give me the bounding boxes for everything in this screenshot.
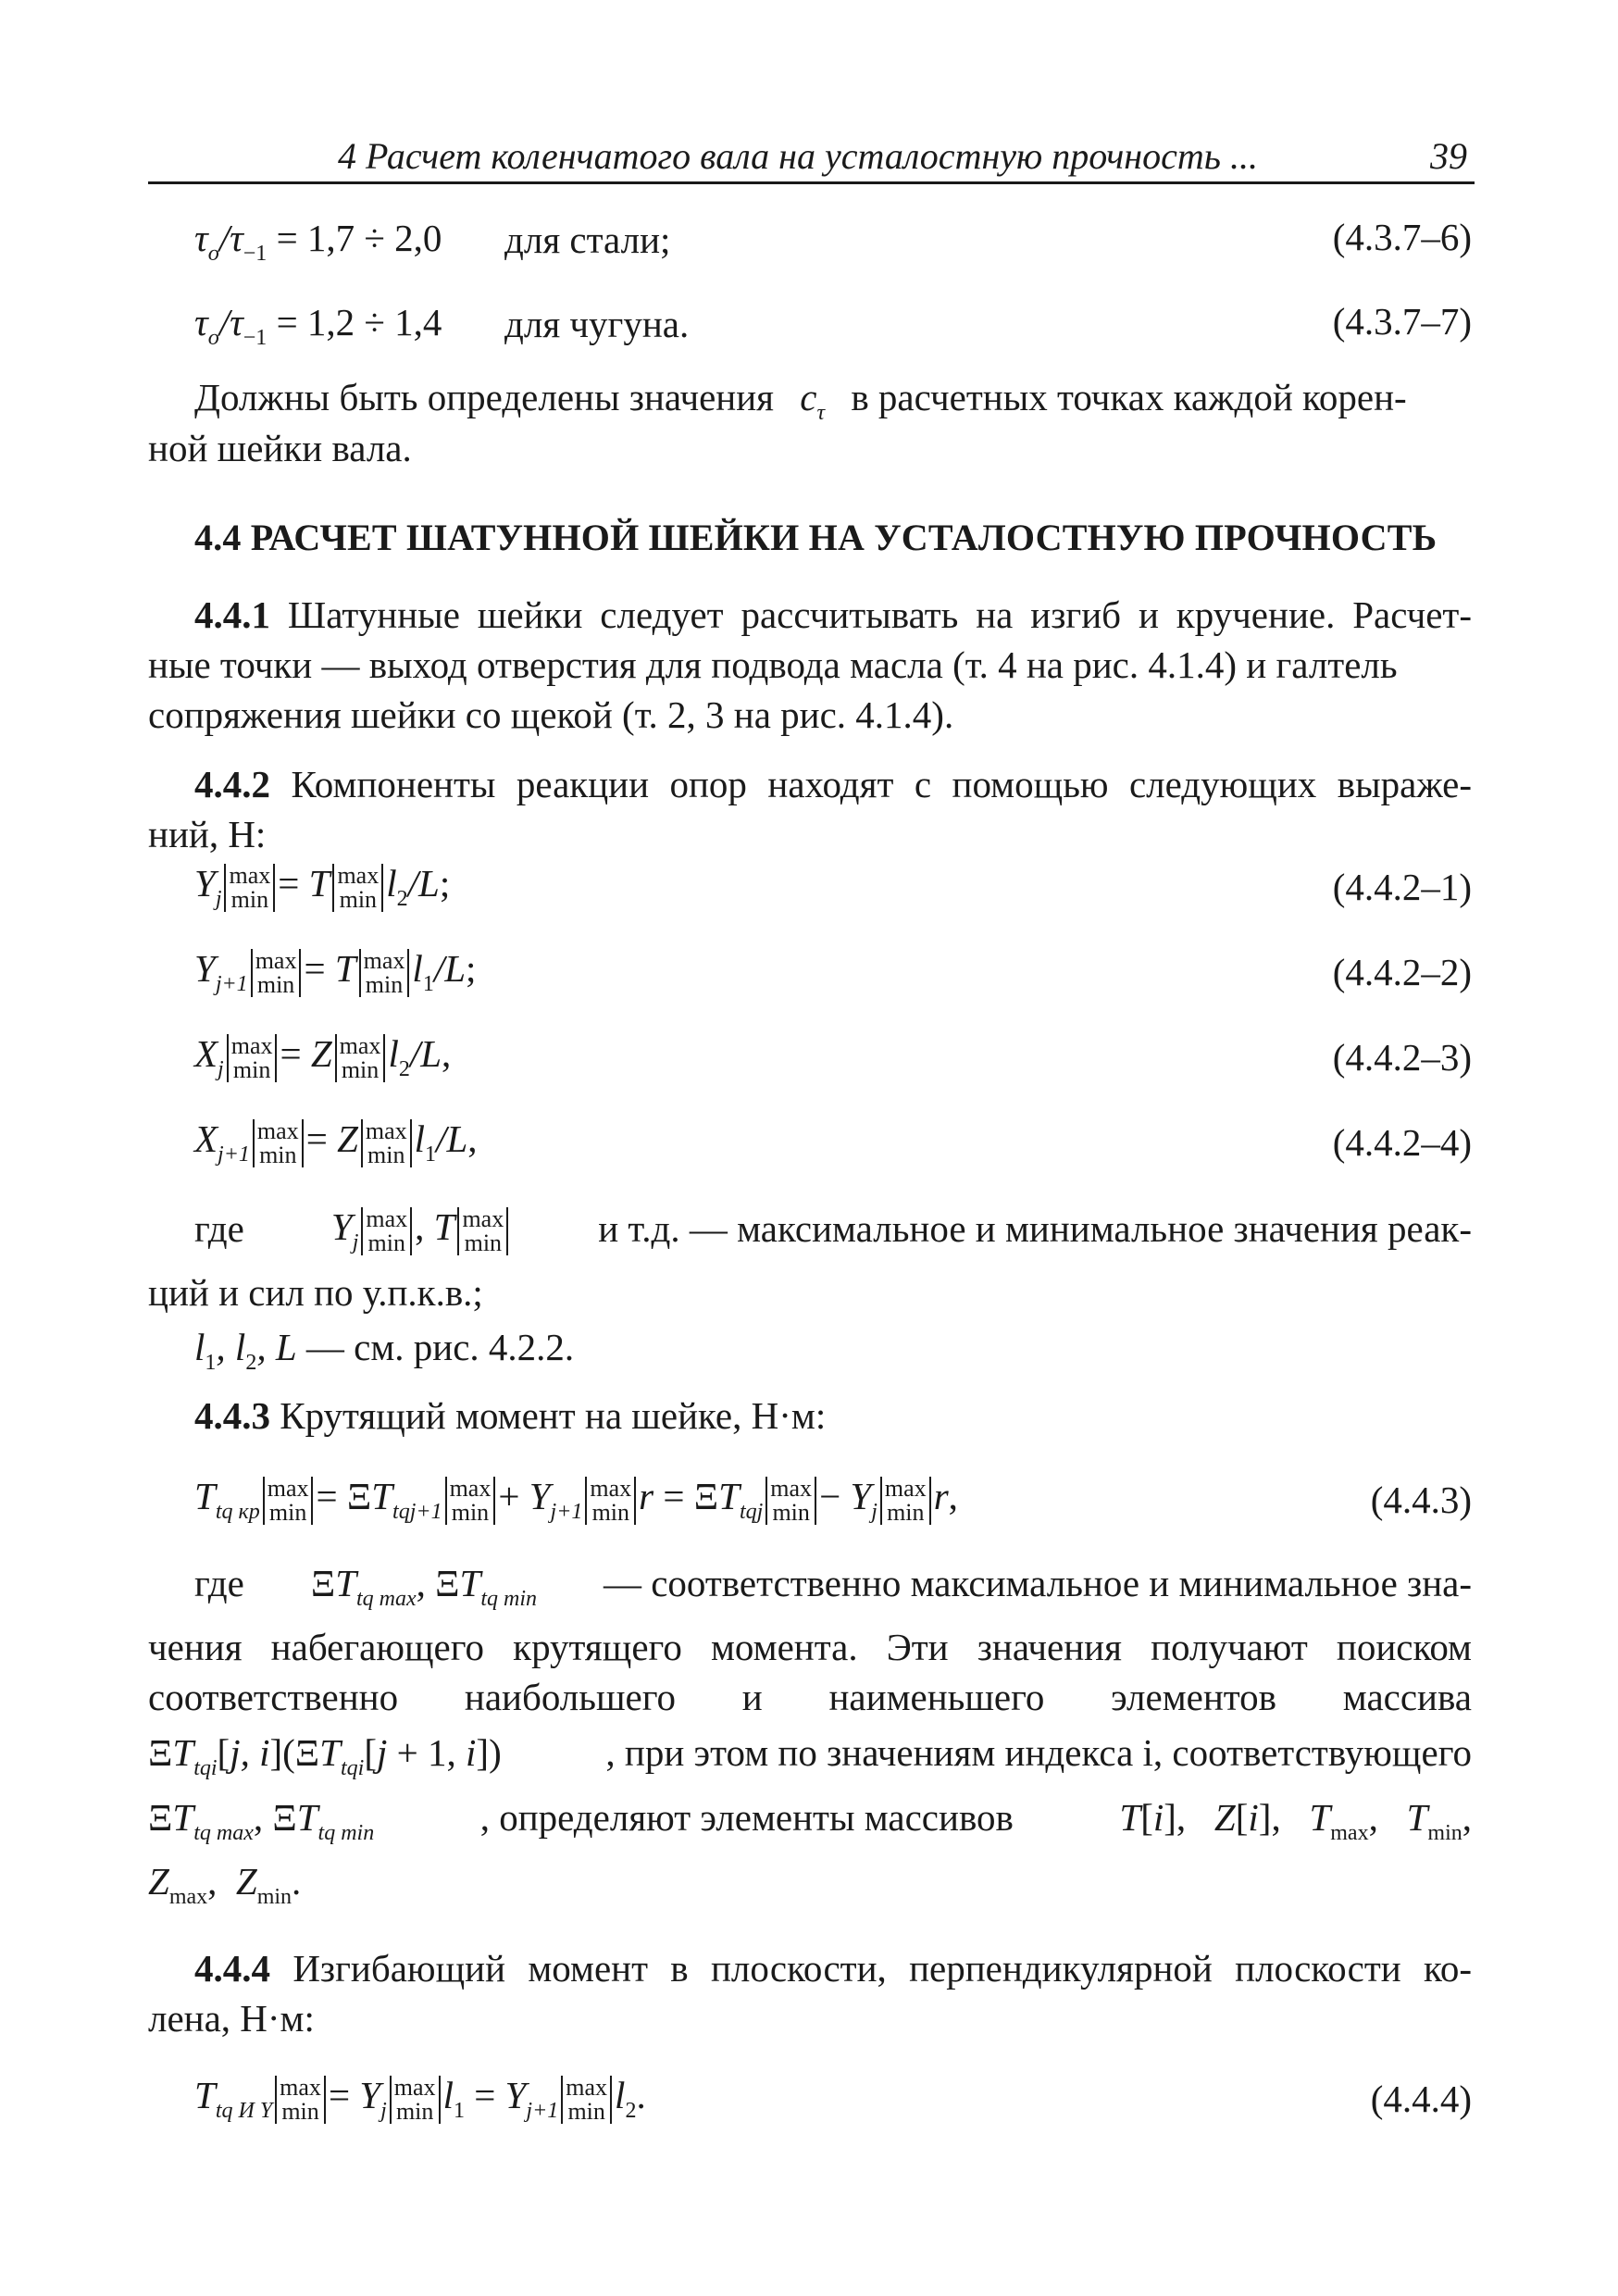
where1-text: и т.д. — максимальное и минимальное значения реак-: [598, 1206, 1472, 1250]
formula-4-4-2-3: $X_j$ max min = Z max min $l_2/L$,: [194, 1031, 452, 1083]
where2-symbols: $\Xi T_{tq max}$, $\Xi T_{tq min}$: [310, 1562, 538, 1611]
equation-number-4-4-2-1: (4.4.2–1): [1332, 866, 1472, 908]
where2-line5: [148, 1792, 1472, 1845]
s443-text: Крутящий момент на шейке, Н·м:: [280, 1394, 827, 1437]
equation-number-4-4-2-2: (4.4.2–2): [1332, 951, 1472, 993]
where1-line1: [194, 1202, 1472, 1255]
where2-prefix: где: [194, 1562, 244, 1604]
where2-line2: чения набегающего крутящего момента. Эти значения получают поиском: [148, 1626, 1472, 1668]
page-number: 39: [1430, 135, 1467, 177]
where1-symbols-l: $l_1$, $l_2$, L: [194, 1326, 297, 1375]
s441-line1: [194, 590, 1472, 640]
where2-text-4: , при этом по значениям индекса i, соответствующего: [605, 1731, 1472, 1774]
formula-4-3-7-6: $\tau_o/\tau_{-1} = 1,7 \div 2,0$: [194, 217, 442, 266]
where1-prefix: где: [194, 1206, 244, 1250]
paragraph-values-c-line2: ной шейки вала.: [148, 427, 412, 469]
where1-line2: ций и сил по у.п.к.в.;: [148, 1271, 483, 1314]
symbol-c-tau: $c_\tau$: [800, 376, 826, 425]
where2-line6: $Z_{max}$, $Z_{min}$.: [148, 1860, 302, 1909]
formula-4-4-4: $T_{tq И Y}$ max min = $Y_j$ max min $l_1 = Y_{j+1}$ max min $l_2$.: [194, 2073, 646, 2125]
s442-text: Компоненты реакции опор находят с помощью следующих выраже-: [291, 763, 1472, 805]
s444-line2: лена, Н·м:: [148, 1997, 315, 2040]
where2-array-names: T[i], Z[i], $T_{max}$, $T_{min}$,: [1119, 1796, 1472, 1845]
s443-number: 4.4.3: [194, 1394, 270, 1437]
running-header-title: 4 Расчет коленчатого вала на усталостную прочность ...: [338, 135, 1258, 177]
s442-line1: [194, 759, 1472, 809]
where1-line3: [194, 1322, 575, 1375]
equation-number-4-3-7-6: (4.3.7–6): [1332, 216, 1472, 258]
formula-4-4-3: $T_{tq кр}$ max min = $\Xi T_{tqj+1}$ max min + $Y_{j+1}$ max min $r = \Xi T_{tqj}$ max min − $Y_j$ max min r,: [194, 1474, 958, 1526]
s443-heading: [194, 1391, 826, 1441]
where1-symbols: $Y_j$ max min , T max min: [331, 1202, 511, 1255]
equation-number-4-4-4: (4.4.4): [1370, 2078, 1472, 2120]
where2-max-min-symbol: $\Xi T_{tq max}$, $\Xi T_{tq min}$: [148, 1796, 375, 1845]
header-rule: [148, 181, 1475, 184]
s442-line2: ний, Н:: [148, 813, 267, 855]
equation-number-4-4-3: (4.4.3): [1370, 1479, 1472, 1521]
equation-number-4-4-2-4: (4.4.2–4): [1332, 1121, 1472, 1164]
where2-line1: [194, 1558, 1472, 1611]
s444-number: 4.4.4: [194, 1947, 270, 1990]
where1-see-figure: — см. рис. 4.2.2.: [305, 1326, 575, 1368]
paragraph-values-c-line1: [194, 372, 1472, 425]
formula-4-4-2-2: $Y_{j+1}$ max min = T max min $l_1/L$;: [194, 946, 477, 998]
s441-line2: ные точки — выход отверстия для подвода масла (т. 4 на рис. 4.1.4) и галтель: [148, 643, 1398, 686]
equation-number-4-3-7-7: (4.3.7–7): [1332, 300, 1472, 343]
para1-text-b: в расчетных точках каждой корен-: [851, 376, 1407, 418]
formula-4-3-7-7-text: для чугуна.: [504, 303, 690, 345]
formula-4-3-7-7: $\tau_o/\tau_{-1} = 1,2 \div 1,4$: [194, 301, 442, 350]
formula-4-4-2-4: $X_{j+1}$ max min = Z max min $l_1/L$,: [194, 1117, 478, 1168]
s441-text: Шатунные шейки следует рассчитывать на изгиб и кручение. Расчет-: [287, 593, 1473, 636]
where2-line4: [148, 1728, 1472, 1778]
where2-line3: соответственно наибольшего и наименьшего элементов массива: [148, 1676, 1472, 1718]
para1-text-a: Должны быть определены значения: [194, 376, 775, 418]
where2-text-5: , определяют элементы массивов: [479, 1796, 1014, 1839]
s444-line1: [194, 1943, 1472, 1993]
where2-text-1: — соответственно максимальное и минимальное зна-: [603, 1562, 1472, 1604]
formula-4-4-2-1: $Y_j$ max min = T max min $l_2/L$;: [194, 861, 451, 913]
section-heading-4-4: 4.4 РАСЧЕТ ШАТУННОЙ ШЕЙКИ НА УСТАЛОСТНУЮ ПРОЧНОСТЬ: [194, 517, 1438, 558]
formula-4-3-7-6-text: для стали;: [504, 218, 671, 261]
equation-number-4-4-2-3: (4.4.2–3): [1332, 1036, 1472, 1079]
s444-text: Изгибающий момент в плоскости, перпендикулярной плоскости ко-: [292, 1947, 1472, 1990]
s442-number: 4.4.2: [194, 763, 270, 805]
where2-array-symbol: $\Xi T_{tqi}[j$, $i](\Xi T_{tqi}[j + 1$, i]): [148, 1731, 502, 1780]
s441-number: 4.4.1: [194, 593, 270, 636]
s441-line3: сопряжения шейки со щекой (т. 2, 3 на рис. 4.1.4).: [148, 693, 954, 736]
